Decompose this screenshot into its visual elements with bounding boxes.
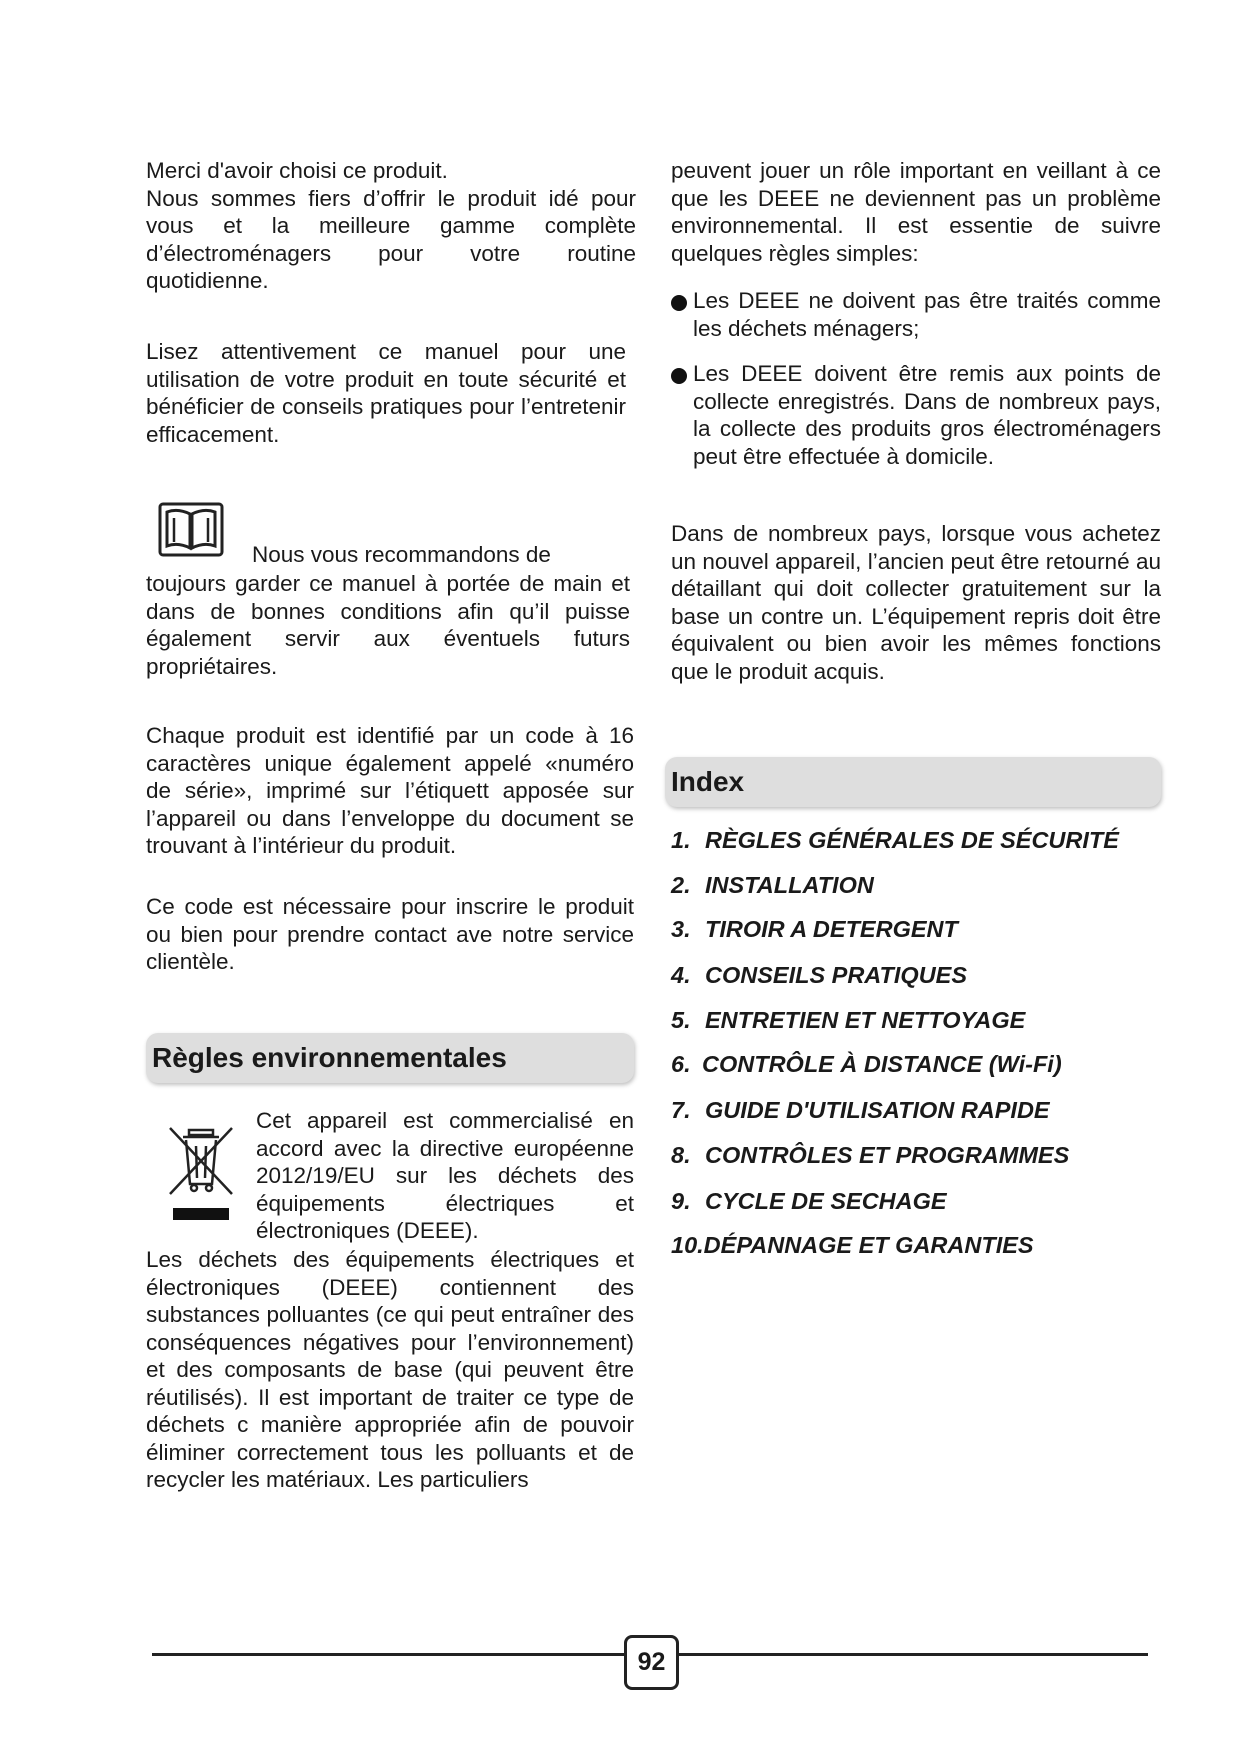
index-item[interactable]	[671, 1007, 1025, 1034]
index-item[interactable]	[671, 1142, 1069, 1169]
index-item-number: 6.	[671, 1051, 691, 1077]
keep-manual-heading: Nous vous recommandons de	[252, 542, 551, 567]
continued-text: peuvent jouer un rôle important en veillant à ce que les DEEE ne deviennent pas un problème environnemental. Il est essentie de suivre quelques règles simples:	[671, 158, 1161, 266]
index-item[interactable]	[671, 1097, 1050, 1124]
environment-section-title: Règles environnementales	[146, 1033, 634, 1083]
index-item-label: INSTALLATION	[705, 872, 874, 898]
return-appliance-text: Dans de nombreux pays, lorsque vous achetez un nouvel appareil, l’ancien peut être retourné au détaillant qui doit collecter gratuitement sur la base un contre un. L’équipement repris doit être équivalent ou bien avoir les mêmes fonctions que le produit acquis.	[671, 521, 1161, 684]
manual-book-icon	[158, 502, 224, 557]
index-item-label: GUIDE D'UTILISATION RAPIDE	[705, 1097, 1050, 1123]
rule-bullet-text: Les DEEE ne doivent pas être traités comme les déchets ménagers;	[693, 288, 1161, 341]
weee-crossed-bin-icon	[166, 1124, 236, 1222]
index-item-label: DÉPANNAGE ET GARANTIES	[703, 1232, 1034, 1258]
keep-manual-text: toujours garder ce manuel à portée de main et dans de bonnes conditions afin qu’il puisse également servir aux éventuels futurs propriétaires.	[146, 571, 630, 679]
rule-bullet	[671, 287, 1161, 342]
bullet-dot-icon	[671, 368, 687, 384]
index-item-label: CONTRÔLES ET PROGRAMMES	[705, 1142, 1070, 1168]
read-manual-text: Lisez attentivement ce manuel pour une utilisation de votre produit en toute sécurité et bénéficier de conseils pratiques pour l’entretenir efficacement.	[146, 339, 626, 447]
footer-rule-right	[679, 1653, 1148, 1656]
index-item[interactable]	[671, 1188, 947, 1215]
index-item[interactable]	[671, 827, 1119, 854]
index-item[interactable]	[671, 1051, 1062, 1078]
index-item-number: 2.	[671, 872, 691, 898]
bullet-dot-icon	[671, 295, 687, 311]
index-title: Index	[665, 757, 1161, 807]
index-item-number: 3.	[671, 916, 691, 942]
index-item-number: 8.	[671, 1142, 691, 1168]
page-number: 92	[624, 1635, 679, 1690]
footer-rule-left	[152, 1653, 624, 1656]
index-item-number: 5.	[671, 1007, 691, 1033]
index-item-label: CONSEILS PRATIQUES	[705, 962, 968, 988]
index-item[interactable]	[671, 916, 958, 943]
index-item[interactable]	[671, 962, 967, 989]
index-item-number: 9.	[671, 1188, 691, 1214]
index-item-label: CYCLE DE SECHAGE	[705, 1188, 947, 1214]
index-item-label: TIROIR A DETERGENT	[705, 916, 958, 942]
rule-bullet-text: Les DEEE doivent être remis aux points de collecte enregistrés. Dans de nombreux pays, la collecte des produits gros électroménagers peut être effectuée à domicile.	[693, 361, 1161, 469]
index-item-number: 10.	[671, 1232, 704, 1258]
index-item-label: RÈGLES GÉNÉRALES DE SÉCURITÉ	[705, 827, 1119, 853]
serial-number-text: Chaque produit est identifié par un code à 16 caractères unique également appelé «numéro de série», imprimé sur l’étiquett apposée sur l’appareil ou dans l’enveloppe du document se trouvant à l’intérieur du produit.	[146, 723, 634, 858]
serial-number-note: Ce code est nécessaire pour inscrire le produit ou bien pour prendre contact ave notre service clientèle.	[146, 894, 634, 974]
index-item-label: CONTRÔLE À DISTANCE (Wi-Fi)	[702, 1051, 1062, 1077]
directive-text: Cet appareil est commercialisé en accord avec la directive européenne 2012/19/EU sur les déchets des équipements électriques et électroniques (DEEE).	[256, 1108, 634, 1243]
intro-text: Merci d'avoir choisi ce produit. Nous sommes fiers d’offrir le produit idé pour vous et la meilleure gamme complète d’électroménagers pour votre routine quotidienne.	[146, 158, 636, 293]
index-item[interactable]	[671, 872, 874, 899]
rule-bullet	[671, 360, 1161, 470]
index-item-label: ENTRETIEN ET NETTOYAGE	[705, 1007, 1026, 1033]
weee-explanation-text: Les déchets des équipements électriques et électroniques (DEEE) contiennent des substances polluantes (ce qui peut entraîner des conséquences négatives pour l’environnement) et des composants de base (qui peuvent être réutilisés). Il est important de traiter ce type de déchets c manière appropriée afin de pouvoir éliminer correctement tous les polluants et de recycler les matériaux. Les particuliers	[146, 1247, 634, 1492]
index-item-number: 4.	[671, 962, 691, 988]
index-item[interactable]	[671, 1232, 1034, 1259]
index-item-number: 1.	[671, 827, 691, 853]
index-item-number: 7.	[671, 1097, 691, 1123]
